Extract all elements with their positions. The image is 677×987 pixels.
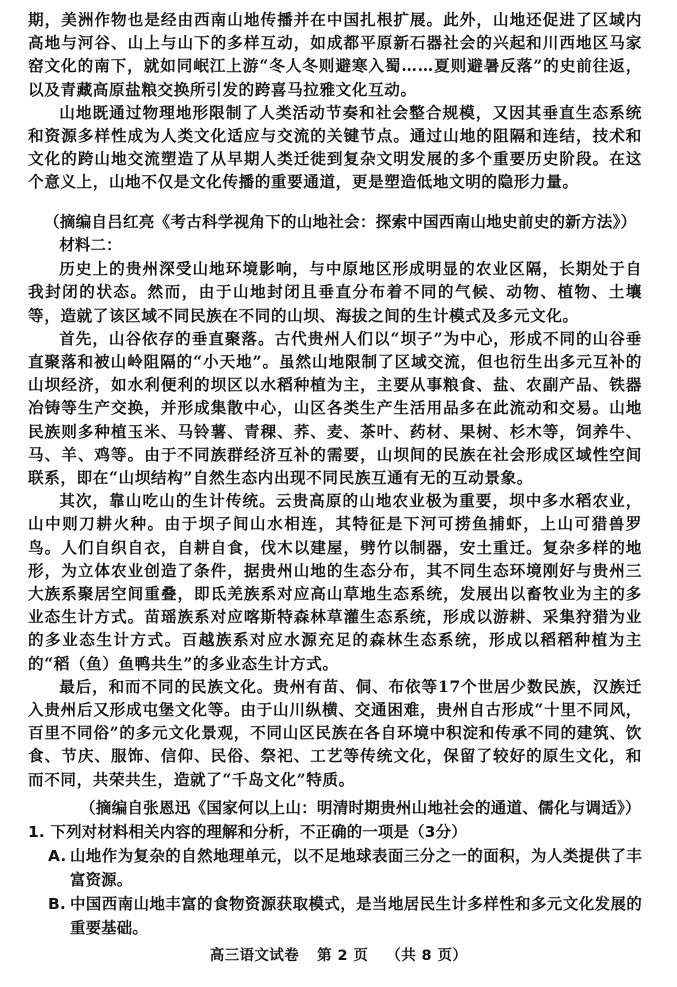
option-b (48, 892, 642, 940)
material-one-body (28, 8, 642, 194)
material-two-paragraph: 首先，山谷依存的垂直聚落。古代贵州人们以“坝子”为中心，形成不同的山谷垂直聚落和被山岭阻隔的“小天地”。虽然山地限制了区域交流，但也衍生出多元互补的山坝经济，如水利便利的坝区以水稻种植为主，主要从事粮食、盐、农副产品、铁器冶铸等生产交换，并形成集散中心，山区各类生产生活用品多在此流动和交易。山地民族则多种植玉米、马铃薯、青稞、荞、麦、茶叶、药材、果树、杉木等，饲养牛、马、羊、鸡等。由于不同族群经济互补的需要，山坝间的民族在社会形成区域性空间联系，即在“山坝结构”自然生态内出现不同民族互通有无的互动景象。 (28, 328, 642, 488)
page-number: 第 2 页 (317, 948, 369, 964)
exam-title: 高三语文试卷 (209, 948, 300, 964)
material-one-source-wrap (44, 211, 644, 234)
material-two-paragraph: 历史上的贵州深受山地环境影响，与中原地区形成明显的农业区隔，长期处于自我封闭的状态。然而，由于山地封闭且垂直分布着不同的气候、动物、植物、土壤等，造就了该区域不同民族在不同的山坝、海拔之间的生计模式及多元文化。 (28, 259, 642, 325)
material-one-conclusion: 山地既通过物理地形限制了人类活动节奏和社会整合规模，又因其垂直生态系统和资源多样性成为人类文化适应与交流的关键节点。通过山地的阻隔和连结，技术和文化的跨山地交流塑造了从早期人类迁徙到复杂文明发展的多个重要历史阶段。在这个意义上，山地不仅是文化传播的重要通道，更是塑造低地文明的隐形力量。 (28, 102, 642, 192)
material-one-source: （摘编自吕红亮《考古科学视角下的山地社会：探索中国西南山地史前史的新方法》） (44, 213, 637, 231)
question-options (28, 844, 642, 940)
option-label: B. (48, 895, 66, 913)
page-total: （共 8 页） (386, 948, 468, 964)
question-one (28, 820, 642, 940)
material-two-paragraph: 最后，和而不同的民族文化。贵州有苗、侗、布依等17个世居少数民族，汉族迁入贵州后又形成屯堡文化等。由于山川纵横、交通困难，贵州自古形成“十里不同风，百里不同俗”的多元文化景观，不同山区民族在各自环境中积淀和传承不同的建筑、饮食、节庆、服饰、信仰、民俗、祭祀、工艺等传统文化，保留了较好的原生文化，和而不同，共荣共生，造就了“千岛文化”特质。 (28, 676, 642, 789)
option-a (48, 844, 642, 892)
option-text: 山地作为复杂的自然地理单元，以不足地球表面三分之一的面积，为人类提供了丰富资源。 (70, 847, 642, 889)
material-two-paragraph: 其次，靠山吃山的生计传统。云贵高原的山地农业极为重要，坝中多水稻农业，山中则刀耕火种。由于坝子间山水相连，其特征是下河可捞鱼捕虾，上山可猎兽罗鸟。人们自织自衣，自耕自食，伐木以建屋，劈竹以制器，安土重迁。复杂多样的地形，为立体农业创造了条件，据贵州山地的生态分布，其不同生态环境刚好与贵州三大族系聚居空间重叠，即氐羌族系对应高山草地生态系统，发展出以畜牧业为主的多业态生计方式。苗瑶族系对应喀斯特森林草灌生态系统，形成以游耕、采集狩猎为业的多业态生计方式。百越族系对应水源充足的森林生态系统，形成以稻稻种植为主的“稻（鱼）鱼鸭共生”的多业态生计方式。 (28, 491, 642, 673)
material-two-source: （摘编自张恩迅《国家何以上山：明清时期贵州山地社会的通道、儒化与调适》） (80, 799, 641, 817)
page-footer (0, 944, 677, 965)
continuation-paragraph: 期，美洲作物也是经由西南山地传播并在中国扎根扩展。此外，山地还促进了区域内高地与河谷、山上与山下的多样互动，如成都平原新石器社会的兴起和川西地区马家窑文化的南下，就如同岷江上游“冬人冬则避寒入蜀……夏则避暑反落”的史前往返，以及青藏高原盐粮交换所引发的跨喜马拉雅文化互动。 (28, 10, 642, 99)
question-stem: 1. 下列对材料相关内容的理解和分析，不正确的一项是（3分） (28, 823, 467, 841)
option-label: A. (48, 847, 67, 865)
option-text: 中国西南山地丰富的食物资源获取模式，是当地居民生计多样性和多元文化发展的重要基础。 (70, 895, 642, 937)
material-two (28, 234, 642, 791)
material-two-heading: 材料二： (59, 236, 122, 254)
material-two-source-wrap (80, 797, 645, 820)
